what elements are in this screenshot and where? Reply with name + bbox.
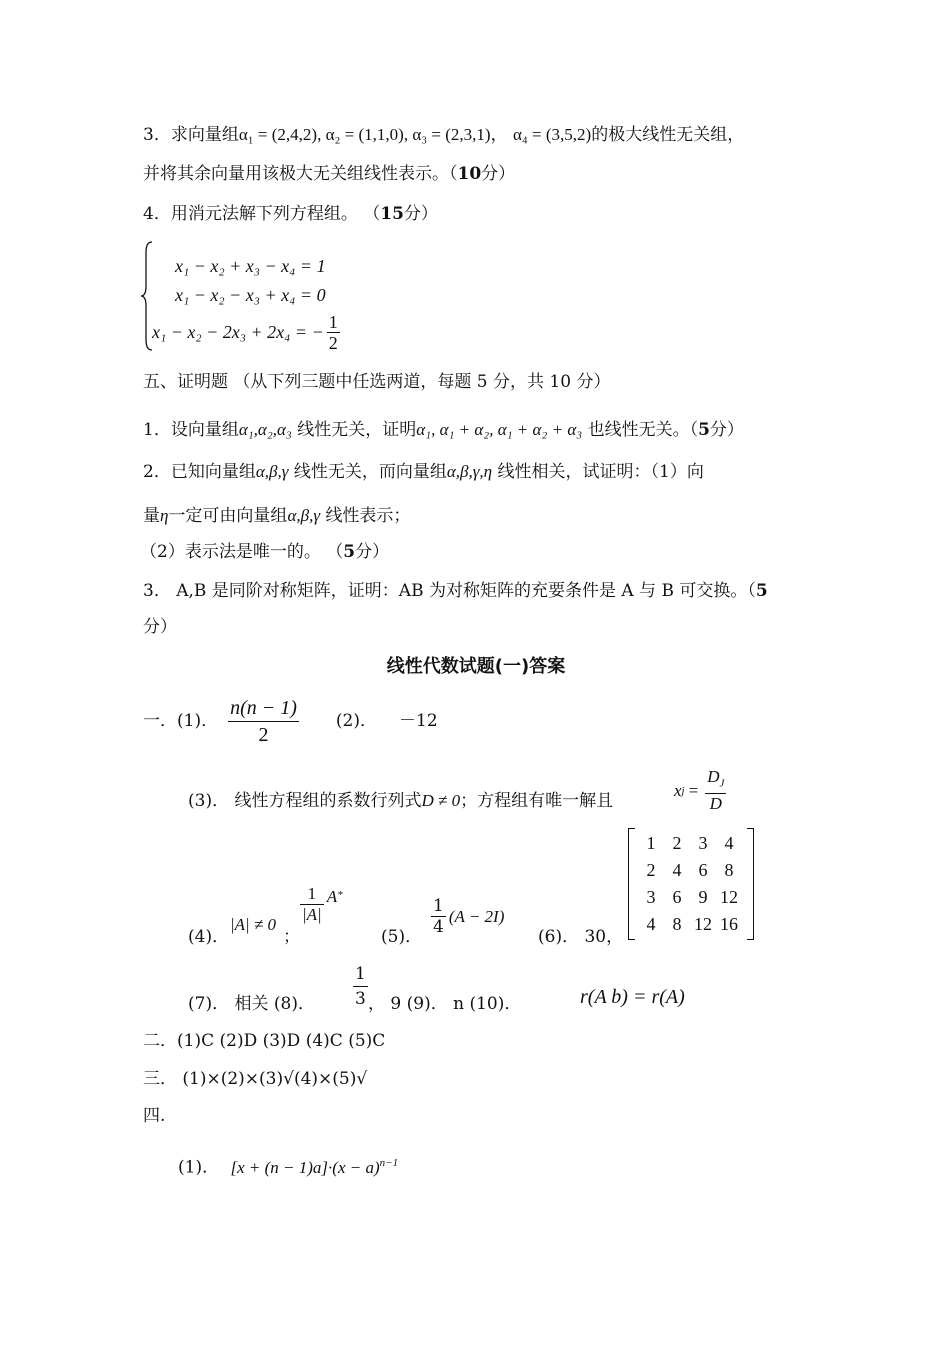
- answer-row-1: [143, 695, 438, 747]
- section4-answer-1-superscript: n−1: [379, 1157, 399, 1169]
- answer-2-label: (2)．: [335, 711, 378, 731]
- proof1-expression: α₁, α₁ + α₂, α₁ + α₂ + α₃: [416, 420, 583, 439]
- answer-10-expression: r(A b) = r(A): [580, 986, 685, 1008]
- answer-4-label: (4)．: [188, 927, 230, 947]
- section4-answer-1-label: (1)．: [178, 1157, 220, 1178]
- matrix-cell: 2: [672, 833, 682, 853]
- section5-heading: 五、证明题 （从下列三题中任选两道，每题 5 分，共 10 分）: [143, 372, 611, 392]
- answer-3-denominator: D: [709, 794, 722, 814]
- answer-5-numerator: 1: [433, 896, 444, 916]
- matrix-cell: 1: [646, 833, 656, 853]
- matrix-cell: 4: [724, 833, 734, 853]
- proof1-suffix: 也线性无关。（: [587, 420, 699, 440]
- matrix-cell: 12: [694, 914, 712, 934]
- matrix-row: [638, 911, 742, 938]
- matrix-grid: [638, 830, 742, 938]
- proof2-line2-c: 线性表示；: [325, 506, 411, 526]
- equation-3: [152, 312, 343, 353]
- answer-4-tail: A: [326, 887, 338, 906]
- proof2-line2: [143, 505, 410, 527]
- q3-line1: [143, 124, 744, 146]
- q3-line2: [143, 163, 515, 185]
- answer-5-label: (5)．: [381, 927, 423, 947]
- answer-4-condition: |A| ≠ 0: [230, 915, 277, 934]
- q4-end: 分）: [403, 204, 438, 224]
- answer-4-denominator: |A|: [302, 905, 322, 924]
- matrix-cell: 6: [698, 860, 708, 880]
- answer-5-fraction: [431, 896, 446, 937]
- matrix-row: [638, 884, 742, 911]
- proof2-eta: η: [160, 506, 169, 525]
- proof3-line2: 分）: [143, 617, 177, 637]
- answer-4-formula: [297, 884, 343, 925]
- section3-answers: 三． (1)×(2)×(3)√(4)×(5)√: [143, 1069, 368, 1089]
- equation-3-left: x₁ − x₂ − 2x₃ + 2x₄ = −: [152, 322, 324, 342]
- answer-4-fraction: [300, 884, 324, 925]
- matrix-cell: 9: [698, 887, 708, 907]
- proof2-line3: [140, 541, 389, 563]
- proof3-text: 3． A,B 是同阶对称矩阵，证明：AB 为对称矩阵的充要条件是 A 与 B 可交换。（: [143, 581, 756, 601]
- q4-line: [143, 203, 438, 225]
- answer-5-denominator: 4: [433, 917, 444, 937]
- matrix-row: [638, 857, 742, 884]
- answer-3-mid: ；方程组有唯一解且: [460, 791, 614, 811]
- proof2-line2-b: 一定可由向量组: [168, 506, 288, 526]
- equation-3-numerator: 1: [328, 312, 338, 332]
- proof2-line3-end: 分）: [355, 542, 390, 562]
- proof1-points: 5: [698, 420, 710, 440]
- equation-2: x₁ − x₂ − x₃ + x₄ = 0: [175, 285, 326, 305]
- proof1-end: 分）: [709, 420, 744, 440]
- section4-answer-1: [178, 1152, 398, 1179]
- matrix-cell: 4: [672, 860, 682, 880]
- answer-2-value: －12: [399, 711, 438, 731]
- matrix-cell: 12: [720, 887, 738, 907]
- answer-4-superscript: *: [337, 889, 343, 901]
- matrix-cell: 16: [720, 914, 738, 934]
- q3-line2-end: 分）: [481, 164, 516, 184]
- equation-1: x₁ − x₂ + x₃ − x₄ = 1: [175, 256, 326, 276]
- answer-3-condition: D ≠ 0: [421, 791, 461, 810]
- matrix-cell: 3: [646, 887, 656, 907]
- proof2-prefix: 2．已知向量组: [143, 462, 256, 482]
- proof2-line1: [143, 461, 704, 483]
- answer-3-formula: [674, 767, 729, 814]
- q4-points: 15: [380, 204, 404, 224]
- q3-prefix: 3．求向量组: [143, 125, 239, 145]
- section4-heading: 四.: [143, 1106, 166, 1126]
- answer-5-tail: (A − 2I): [448, 906, 505, 926]
- answer-6-label: (6)． 30，: [538, 927, 624, 947]
- q4-text: 4．用消元法解下列方程组。 （: [143, 204, 381, 224]
- proof2-vectors-1: α,β,γ: [255, 462, 289, 481]
- answer-4-numerator: 1: [300, 884, 324, 905]
- q3-suffix: 的极大线性无关组，: [591, 125, 745, 145]
- matrix-cell: 4: [646, 914, 656, 934]
- q3-line2-text: 并将其余向量用该极大无关组线性表示。（: [143, 164, 458, 184]
- proof2-suffix: 线性相关，试证明：（1）向: [497, 462, 704, 482]
- section4-answer-1-expression: [x + (n − 1)a]·(x − a): [230, 1157, 380, 1177]
- proof2-line2-a: 量: [143, 506, 160, 526]
- answer-3-equals: =: [688, 780, 699, 800]
- proof2-vectors-3: α,β,γ: [287, 506, 321, 525]
- answer-1-denominator: 2: [258, 723, 269, 746]
- answer-8-denominator: 3: [355, 989, 366, 1009]
- matrix-right-bracket: [747, 828, 754, 940]
- proof1-vectors: α₁,α₂,α₃: [238, 420, 292, 439]
- matrix-row: [638, 830, 742, 857]
- matrix-cell: 6: [672, 887, 682, 907]
- answers-title: 线性代数试题(一)答案: [386, 656, 566, 677]
- proof2-vectors-2: α,β,γ,η: [446, 462, 493, 481]
- equation-3-denominator: 2: [328, 333, 338, 353]
- answer-3-numerator-subscript: J: [719, 777, 725, 790]
- matrix-cell: 2: [646, 860, 656, 880]
- answer-3-label: (3)． 线性方程组的系数行列式: [188, 791, 422, 811]
- answer-8-fraction: [353, 962, 368, 1011]
- answer-8-tail: ， 9 (9)． n (10)．: [368, 994, 522, 1014]
- answer-5-formula: [428, 896, 504, 937]
- matrix-cell: 8: [672, 914, 682, 934]
- proof1-mid: 线性无关，证明: [297, 420, 417, 440]
- answer-8-numerator: 1: [353, 962, 368, 987]
- answer-1-label: 一．(1)．: [143, 711, 219, 731]
- proof2-points: 5: [343, 542, 356, 562]
- proof2-line3-text: （2）表示法是唯一的。 （: [140, 542, 344, 562]
- q3-points: 10: [457, 164, 482, 184]
- answer-3-fraction: [705, 767, 726, 814]
- q3-vectors: α₁ = (2,4,2), α₂ = (1,1,0), α₃ = (2,3,1): [238, 125, 491, 144]
- proof1-prefix: 1．设向量组: [143, 420, 239, 440]
- q3-alpha4: α₄ = (3,5,2): [512, 125, 592, 144]
- proof1-line: [143, 419, 744, 441]
- answer-7-8-label: (7)． 相关 (8)．: [188, 994, 315, 1014]
- answer-6-matrix: [628, 828, 754, 940]
- answer-3-line: [188, 790, 613, 812]
- answer-1-fraction: [228, 695, 299, 748]
- equation-3-fraction: [327, 312, 340, 353]
- matrix-cell: 3: [698, 833, 708, 853]
- answer-1-numerator: n(n − 1): [228, 695, 299, 722]
- proof3-line1: [143, 580, 768, 602]
- answer-4-sep: ；: [283, 927, 300, 947]
- proof3-points: 5: [755, 581, 768, 601]
- answer-3-x-subscript: j: [681, 784, 685, 797]
- section2-answers: 二．(1)C (2)D (3)D (4)C (5)C: [143, 1031, 386, 1051]
- proof2-mid: 线性无关，而向量组: [293, 462, 447, 482]
- matrix-cell: 8: [724, 860, 734, 880]
- matrix-left-bracket: [628, 828, 635, 940]
- answer-3-x: x: [674, 780, 682, 800]
- q3-comma: ，: [490, 125, 508, 145]
- answer-3-numerator: D: [707, 767, 720, 786]
